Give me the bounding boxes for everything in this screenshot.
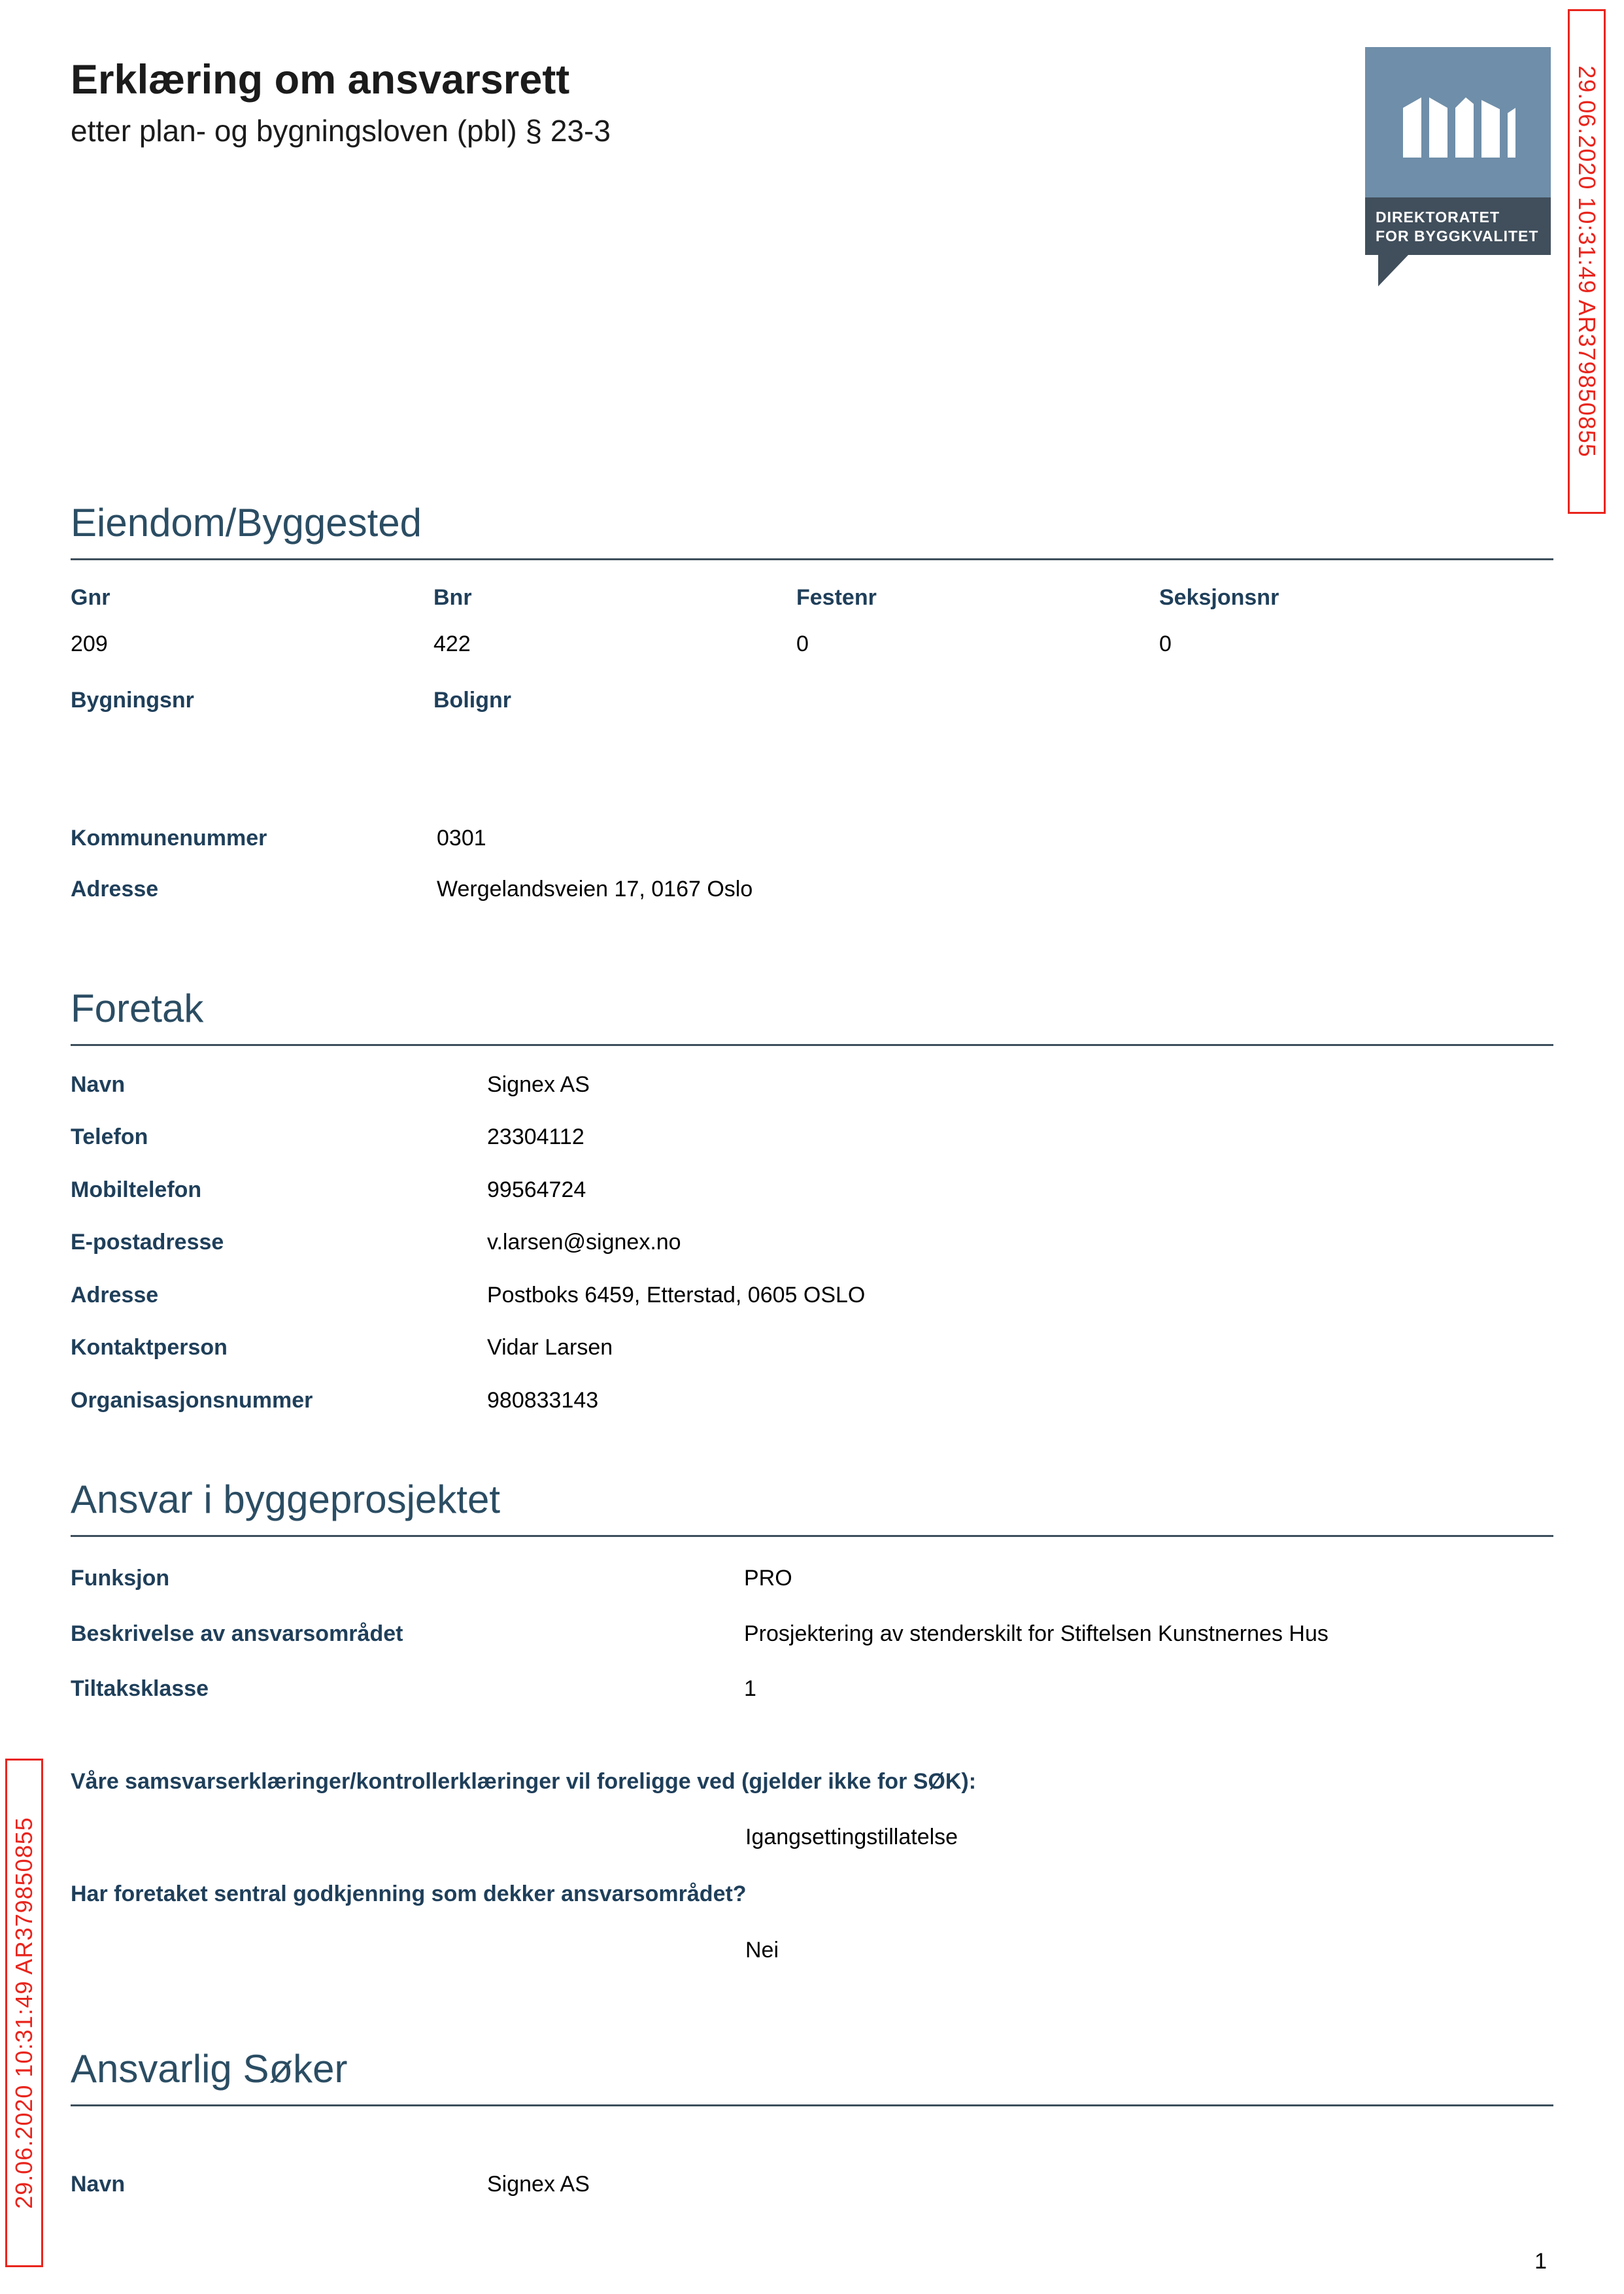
statement-samsvarserklaeringer: Våre samsvarserklæringer/kontrollerklæringer vil foreligge ved (gjelder ikke for SØK): (71, 1768, 977, 1794)
document-title: Erklæring om ansvarsrett (71, 57, 570, 103)
section-heading-ansvar: Ansvar i byggeprosjektet (71, 1477, 1553, 1537)
field-label-adresse: Adresse (71, 877, 159, 902)
field-kontaktperson (71, 1334, 1553, 1362)
field-value-funksjon: PRO (744, 1566, 792, 1591)
field-adresse (71, 875, 1553, 903)
field-label-epostadresse: E-postadresse (71, 1230, 224, 1255)
field-value-kontaktperson: Vidar Larsen (487, 1335, 613, 1360)
section-foretak (71, 986, 1553, 1415)
field-bolignr (433, 686, 796, 715)
field-value-foretak-adresse: Postboks 6459, Etterstad, 0605 OSLO (487, 1282, 866, 1307)
field-label-bnr: Bnr (433, 585, 472, 611)
field-value-soker-navn: Signex AS (487, 2172, 590, 2197)
field-value-kommunenummer: 0301 (437, 825, 486, 851)
field-label-mobiltelefon: Mobiltelefon (71, 1177, 202, 1202)
field-organisasjonsnummer (71, 1387, 1553, 1415)
field-seksjonsnr (1159, 584, 1522, 658)
statement-sentral-godkjenning: Har foretaket sentral godkjenning som dekker ansvarsområdet? (71, 1881, 747, 1907)
section-eiendom-byggested (71, 500, 1553, 903)
field-label-organisasjonsnummer: Organisasjonsnummer (71, 1387, 313, 1413)
section-ansvar (71, 1477, 1553, 1964)
field-value-beskrivelse: Prosjektering av stenderskilt for Stiftelsen Kunstnernes Hus (744, 1621, 1328, 1646)
page-number: 1 (1534, 2249, 1547, 2274)
field-epostadresse (71, 1228, 1553, 1257)
field-value-epostadresse: v.larsen@signex.no (487, 1230, 681, 1255)
field-gnr (71, 584, 433, 658)
field-label-telefon: Telefon (71, 1124, 148, 1150)
dibk-logo-line1: DIREKTORATET (1376, 209, 1500, 226)
field-tiltaksklasse (71, 1675, 1553, 1703)
section-heading-soker: Ansvarlig Søker (71, 2046, 1553, 2106)
field-bygningsnr (71, 686, 433, 715)
dibk-logo-glyphs-icon (1393, 73, 1523, 171)
field-label-bygningsnr: Bygningsnr (71, 688, 194, 713)
document-subtitle: etter plan- og bygningsloven (pbl) § 23-3 (71, 114, 611, 148)
signature-stamp-right-text: 29.06.2020 10:31:49 AR379850855 (1574, 65, 1600, 458)
section-heading-foretak: Foretak (71, 986, 1553, 1046)
answer-sentral-godkjenning: Nei (745, 1937, 779, 1963)
field-value-mobiltelefon: 99564724 (487, 1177, 586, 1202)
eiendom-grid-row2 (71, 686, 1553, 715)
field-label-kommunenummer: Kommunenummer (71, 825, 267, 851)
field-bnr (433, 584, 796, 658)
field-label-festenr: Festenr (796, 585, 877, 611)
field-label-navn: Navn (71, 1071, 126, 1097)
section-heading-eiendom: Eiendom/Byggested (71, 500, 1553, 560)
field-value-adresse: Wergelandsveien 17, 0167 Oslo (437, 877, 753, 902)
field-navn (71, 1071, 1553, 1099)
dibk-logo-text (1365, 197, 1551, 255)
field-label-bolignr: Bolignr (433, 688, 511, 713)
dibk-logo-line2: FOR BYGGKVALITET (1376, 228, 1539, 245)
answer-igangsettingstillatelse: Igangsettingstillatelse (745, 1824, 958, 1849)
field-foretak-adresse (71, 1281, 1553, 1309)
dibk-logo-tail (1378, 255, 1408, 286)
field-label-funksjon: Funksjon (71, 1566, 170, 1591)
field-soker-navn (71, 2170, 1553, 2199)
eiendom-grid-row1 (71, 584, 1553, 658)
field-festenr (796, 584, 1159, 658)
field-value-tiltaksklasse: 1 (744, 1676, 756, 1702)
field-label-kontaktperson: Kontaktperson (71, 1335, 228, 1360)
field-label-beskrivelse: Beskrivelse av ansvarsområdet (71, 1621, 403, 1646)
field-telefon (71, 1123, 1553, 1151)
section-ansvarlig-soker (71, 2046, 1553, 2199)
field-value-seksjonsnr: 0 (1159, 631, 1172, 656)
field-label-foretak-adresse: Adresse (71, 1282, 159, 1307)
field-beskrivelse (71, 1620, 1553, 1648)
field-value-navn: Signex AS (487, 1071, 590, 1097)
field-label-tiltaksklasse: Tiltaksklasse (71, 1676, 209, 1702)
document-header (71, 58, 1553, 148)
eiendom-address-block (71, 824, 1553, 903)
field-label-soker-navn: Navn (71, 2172, 126, 2197)
field-value-organisasjonsnummer: 980833143 (487, 1387, 599, 1413)
signature-stamp-right (1568, 9, 1606, 514)
field-value-festenr: 0 (796, 631, 809, 656)
field-value-bnr: 422 (433, 631, 471, 656)
signature-stamp-left-text: 29.06.2020 10:31:49 AR379850855 (10, 1817, 37, 2209)
signature-stamp-left (5, 1759, 43, 2267)
dibk-logo-mark-icon (1365, 47, 1551, 197)
field-mobiltelefon (71, 1176, 1553, 1204)
field-value-gnr: 209 (71, 631, 108, 656)
field-value-telefon: 23304112 (487, 1124, 584, 1150)
field-label-seksjonsnr: Seksjonsnr (1159, 585, 1279, 611)
field-funksjon (71, 1564, 1553, 1593)
field-kommunenummer (71, 824, 1553, 852)
dibk-logo (1365, 47, 1551, 286)
field-label-gnr: Gnr (71, 585, 110, 611)
